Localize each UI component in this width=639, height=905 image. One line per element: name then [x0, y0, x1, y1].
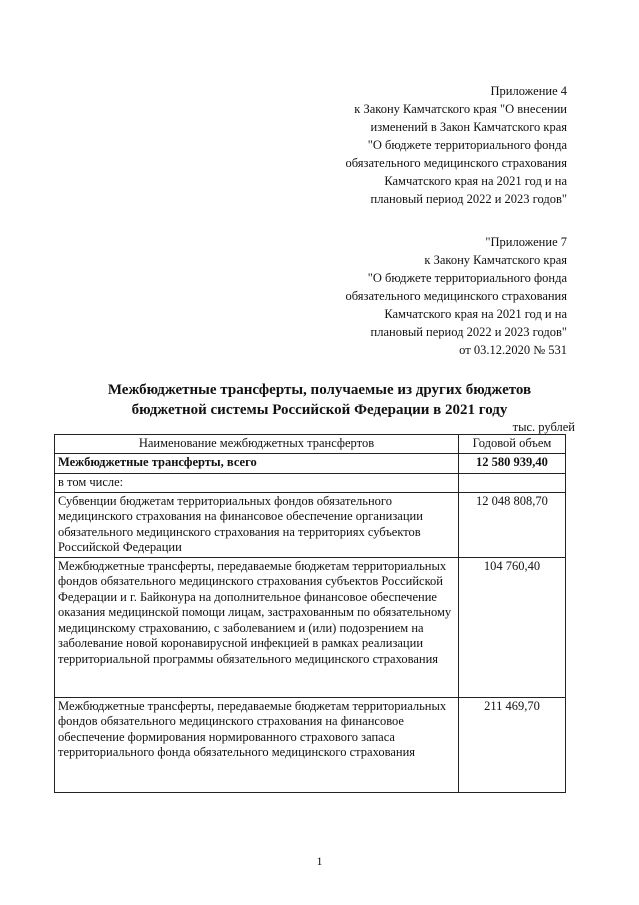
- appendix-7-line: от 03.12.2020 № 531: [459, 343, 567, 357]
- total-value: 12 580 939,40: [458, 453, 565, 474]
- units-label: тыс. рублей: [512, 420, 575, 434]
- row-value: 12 048 808,70: [458, 492, 565, 557]
- appendix-4-line: Приложение 4: [490, 84, 567, 98]
- table-row: [55, 557, 566, 697]
- appendix-4-line: изменений в Закон Камчатского края: [370, 120, 567, 134]
- row-name: Субвенции бюджетам территориальных фондов обязательного медицинского страхования на финансовое обеспечение организации обязательного медицинского страхования на территориях субъектов Российской Федерации: [55, 492, 459, 557]
- table-row-including: [55, 474, 566, 493]
- empty-cell: [458, 474, 565, 493]
- table-row: [55, 697, 566, 792]
- title-line-1: Межбюджетные трансферты, получаемые из других бюджетов: [107, 382, 532, 398]
- appendix-4-line: "О бюджете территориального фонда: [367, 138, 567, 152]
- row-value: 211 469,70: [458, 697, 565, 792]
- page-number: 1: [316, 854, 323, 868]
- appendix-4-line: Камчатского края на 2021 год и на: [384, 174, 567, 188]
- appendix-7-line: плановый период 2022 и 2023 годов": [370, 325, 567, 339]
- appendix-4-line: обязательного медицинского страхования: [345, 156, 567, 170]
- header-value: Годовой объем: [458, 435, 565, 454]
- table-row-total: [55, 453, 566, 474]
- transfers-table: [54, 434, 566, 793]
- header-name: Наименование межбюджетных трансфертов: [55, 435, 459, 454]
- table-header-row: [55, 435, 566, 454]
- appendix-7-line: "О бюджете территориального фонда: [367, 271, 567, 285]
- row-name: Межбюджетные трансферты, передаваемые бюджетам территориальных фондов обязательного медицинского страхования на финансовое обеспечение формирования нормированного страхового запаса территориального фонда обязательного медицинского страхования: [55, 697, 459, 792]
- appendix-4-line: плановый период 2022 и 2023 годов": [370, 192, 567, 206]
- appendix-4-line: к Закону Камчатского края "О внесении: [354, 102, 567, 116]
- row-value: 104 760,40: [458, 557, 565, 697]
- appendix-4-header: [345, 82, 567, 208]
- including-label: в том числе:: [55, 474, 459, 493]
- table-row: [55, 492, 566, 557]
- appendix-7-line: "Приложение 7: [485, 235, 567, 249]
- appendix-7-header: [345, 233, 567, 359]
- appendix-7-line: к Закону Камчатского края: [424, 253, 567, 267]
- row-name: Межбюджетные трансферты, передаваемые бюджетам территориальных фондов обязательного медицинского страхования субъектов Российской Федерации и г. Байконура на дополнительное финансовое обеспечение оказания медицинской помощи лицам, застрахованным по обязательному медицинскому страхованию, с заболеванием и (или) подозрением на заболевание новой коронавирусной инфекцией в рамках реализации территориальной программы обязательного медицинского страхования: [55, 557, 459, 697]
- appendix-7-line: обязательного медицинского страхования: [345, 289, 567, 303]
- document-title: [0, 380, 639, 420]
- appendix-7-line: Камчатского края на 2021 год и на: [384, 307, 567, 321]
- total-name: Межбюджетные трансферты, всего: [55, 453, 459, 474]
- title-line-2: бюджетной системы Российской Федерации в 2021 году: [131, 402, 508, 418]
